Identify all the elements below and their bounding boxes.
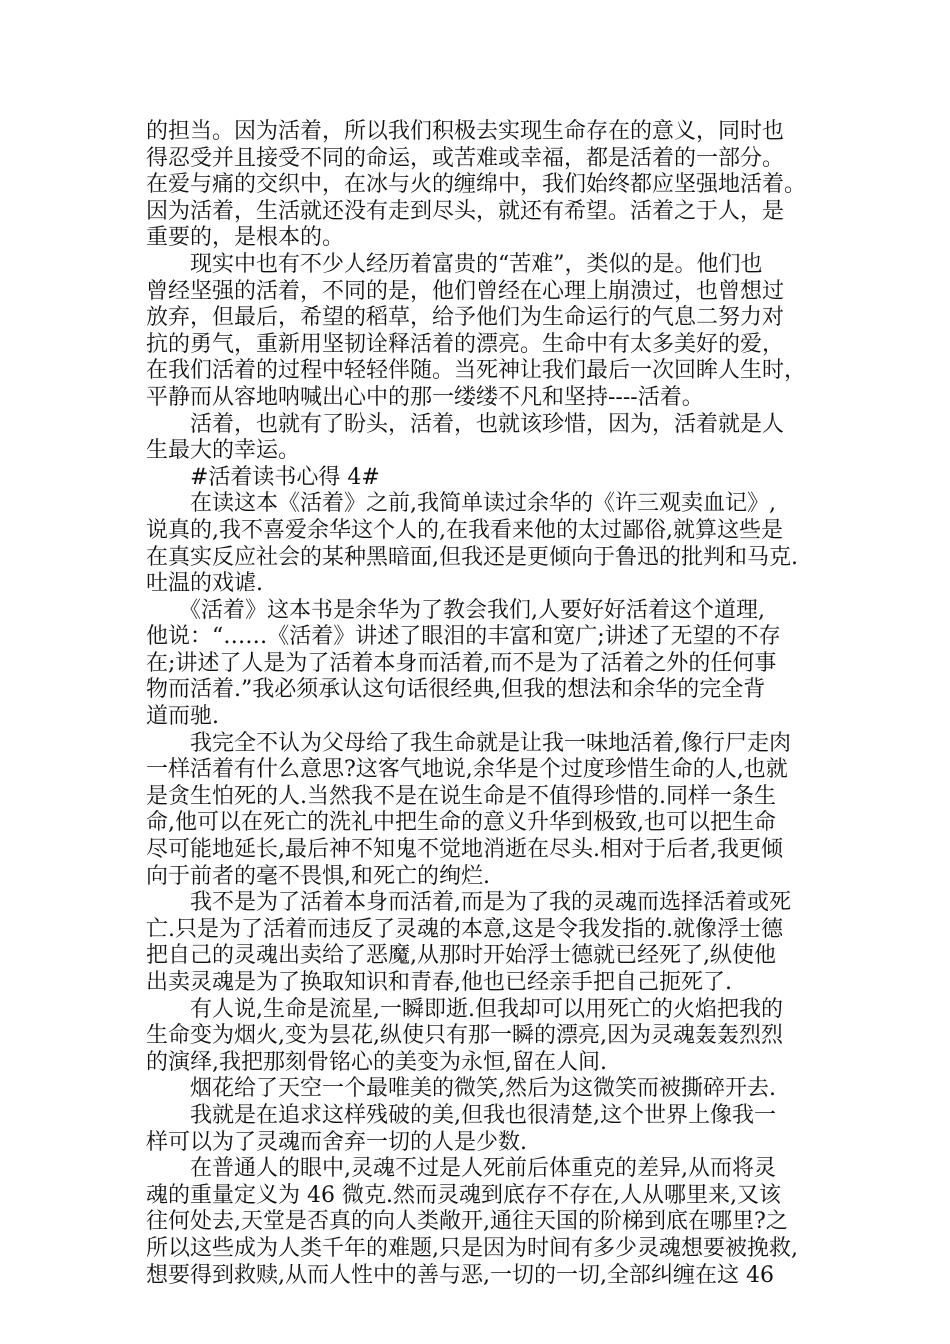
text-line: 所以这些成为人类千年的难题,只是因为时间有多少灵魂想要被挽救, — [146, 1235, 798, 1261]
text-line: 样可以为了灵魂而舍弃一切的人是少数. — [146, 1129, 527, 1155]
text-line: 说真的,我不喜爱余华这个人的,在我看来他的太过鄙俗,就算这些是 — [146, 517, 783, 543]
section-heading: #活着读书心得 4# — [146, 464, 380, 490]
text-line: 是贪生怕死的人.当然我不是在说生命是不值得珍惜的.同样一条生 — [146, 783, 776, 809]
text-line: 我完全不认为父母给了我生命就是让我一味地活着,像行尸走肉 — [146, 730, 791, 756]
text-line: 我就是在追求这样残破的美,但我也很清楚,这个世界上像我一 — [146, 1102, 776, 1128]
text-line: 吐温的戏谑. — [146, 571, 263, 597]
text-line: 曾经坚强的活着，不同的是，他们曾经在心理上崩溃过，也曾想过 — [146, 278, 785, 304]
text-line: 烟花给了天空一个最唯美的微笑,然后为这微笑而被撕碎开去. — [146, 1076, 776, 1102]
text-line: 生命变为烟火,变为昙花,纵使只有那一瞬的漂亮,因为灵魂轰轰烈烈 — [146, 1023, 783, 1049]
text-line: 在真实反应社会的某种黑暗面,但我还是更倾向于鲁迅的批判和马克. — [146, 544, 798, 570]
text-line: 我不是为了活着本身而活着,而是为了我的灵魂而选择活着或死 — [146, 890, 791, 916]
text-line: 想要得到救赎,从而人性中的善与恶,一切的一切,全部纠缠在这 46 — [146, 1262, 774, 1288]
text-line: 重要的，是根本的。 — [146, 225, 345, 251]
text-line: 出卖灵魂是为了换取知识和青春,他也已经亲手把自己扼死了. — [146, 970, 732, 995]
text-line: 有人说,生命是流星,一瞬即逝.但我却可以用死亡的火焰把我的 — [146, 996, 783, 1022]
text-line: 得忍受并且接受不同的命运，或苦难或幸福，都是活着的一部分。 — [146, 145, 785, 171]
text-line: 因为活着，生活就还没有走到尽头，就还有希望。活着之于人，是 — [146, 198, 785, 224]
body-text — [146, 119, 826, 1289]
text-line: 亡.只是为了活着而违反了灵魂的本意,这是令我发指的.就像浮士德 — [146, 916, 783, 942]
text-line: 往何处去,天堂是否真的向人类敞开,通往天国的阶梯到底在哪里?之 — [146, 1209, 788, 1235]
text-line: 把自己的灵魂出卖给了恶魔,从那时开始浮士德就已经死了,纵使他 — [146, 943, 776, 969]
text-line: 向于前者的毫不畏惧,和死亡的绚烂. — [146, 863, 490, 889]
text-line: 平静而从容地呐喊出心中的那一缕缕不凡和坚持----活着。 — [146, 384, 704, 410]
text-line: 在;讲述了人是为了活着本身而活着,而不是为了活着之外的任何事 — [146, 650, 777, 676]
text-line: 物而活着.”我必须承认这句话很经典,但我的想法和余华的完全背 — [146, 677, 766, 703]
text-line: 在我们活着的过程中轻轻伴随。当死神让我们最后一次回眸人生时， — [146, 358, 807, 384]
text-line: 活着，也就有了盼头，活着，也就该珍惜，因为，活着就是人 — [146, 411, 785, 437]
text-line: 魂的重量定义为 46 微克.然而灵魂到底存不存在,人从哪里来,又该 — [146, 1182, 781, 1208]
text-line: 《活着》这本书是余华为了教会我们,人要好好活着这个道理, — [146, 597, 765, 623]
text-line: 命,他可以在死亡的洗礼中把生命的意义升华到极致,也可以把生命 — [146, 810, 776, 836]
text-line: 在普通人的眼中,灵魂不过是人死前后体重克的差异,从而将灵 — [146, 1156, 776, 1182]
text-line: 在读这本《活着》之前,我简单读过余华的《许三观卖血记》, — [146, 491, 776, 517]
text-line: 的演绎,我把那刻骨铭心的美变为永恒,留在人间. — [146, 1049, 607, 1075]
text-line: 的担当。因为活着，所以我们积极去实现生命存在的意义，同时也 — [146, 119, 785, 144]
text-line: 尽可能地延长,最后神不知鬼不觉地消逝在尽头.相对于后者,我更倾 — [146, 837, 783, 863]
text-line: 一样活着有什么意思?这客气地说,余华是个过度珍惜生命的人,也就 — [146, 757, 788, 783]
text-line: 现实中也有不少人经历着富贵的“苦难”，类似的是。他们也 — [146, 251, 763, 277]
text-line: 抗的勇气，重新用坚韧诠释活着的漂亮。生命中有太多美好的爱， — [146, 331, 785, 357]
text-line: 生最大的幸运。 — [146, 438, 301, 464]
text-line: 在爱与痛的交织中，在冰与火的缠绵中，我们始终都应坚强地活着。 — [146, 172, 807, 198]
text-line: 道而驰. — [146, 704, 219, 730]
text-line: 他说：“……《活着》讲述了眼泪的丰富和宽广;讲述了无望的不存 — [146, 624, 781, 650]
text-line: 放弃，但最后，希望的稻草，给予他们为生命运行的气息二努力对 — [146, 305, 785, 331]
